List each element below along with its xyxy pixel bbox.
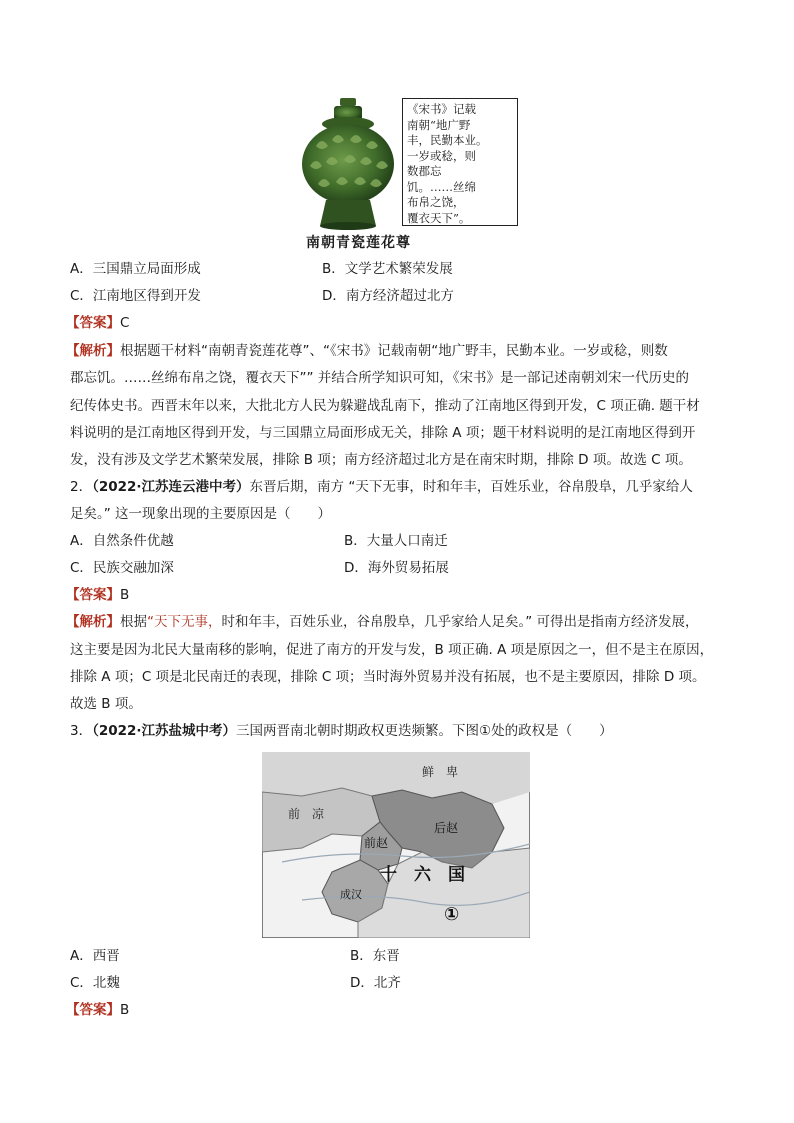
quote-line: 丰，民勤本业。	[407, 133, 488, 147]
answer-label: 【答案】	[66, 1002, 120, 1018]
sixteen-kingdoms-map	[262, 752, 530, 938]
quote-line: 饥。……丝绵	[407, 179, 476, 194]
quote-line: 覆衣天下”。	[407, 210, 471, 225]
quote-line: 《宋书》记载	[407, 102, 476, 116]
q2-answer	[66, 585, 129, 605]
quote-line: 一岁或稔，则	[407, 148, 476, 163]
analysis-text: 根据	[120, 614, 147, 630]
q3-option-a[interactable]: A．西晋	[70, 948, 120, 964]
question-stem: 三国两晋南北朝时期政权更迭频繁。下图①处的政权是（ ）	[236, 723, 613, 739]
map-label-shiliuguo: 十 六 国	[380, 865, 465, 885]
map-label-houzhao: 后赵	[434, 821, 459, 835]
analysis-text: 时和年丰，百姓乐业，谷帛殷阜，几乎家给人足矣。” 可得出是指南方经济发展，	[221, 614, 699, 630]
answer-label: 【答案】	[66, 587, 120, 603]
analysis-text: 根据题干材料“南朝青瓷莲花尊”、“《宋书》记载南朝“地广野丰，民勤本业。一岁或稔，则数	[120, 343, 668, 359]
question-source: （2022·江苏连云港中考）	[92, 479, 250, 495]
q1-option-c[interactable]: C．江南地区得到开发	[70, 288, 201, 304]
q3-answer	[66, 1000, 129, 1020]
song-shu-quote-box	[402, 98, 518, 226]
q1-analysis-line-2: 郡忘饥。……丝绵布帛之饶，覆衣天下”” 并结合所学知识可知，《宋书》是一部记述南朝刘宋一代历史的	[70, 370, 690, 386]
q2-option-b[interactable]: B．大量人口南迁	[344, 533, 448, 549]
figure-caption: 南朝青瓷莲花尊	[306, 235, 411, 251]
q3-option-c[interactable]: C．北魏	[70, 975, 120, 991]
quote-line: 数郡忘	[407, 164, 442, 178]
analysis-quote: “天下无事，	[147, 614, 222, 630]
q2-option-c[interactable]: C．民族交融加深	[70, 560, 174, 576]
map-marker-1: ①	[444, 904, 460, 925]
q1-analysis-line-4: 料说明的是江南地区得到开发，与三国鼎立局面形成无关，排除 A 项；题干材料说明的是江南地区得到开	[70, 425, 696, 441]
answer-value: C	[120, 315, 130, 331]
q1-option-b[interactable]: B．文学艺术繁荣发展	[322, 261, 453, 277]
q3-option-d[interactable]: D．北齐	[350, 975, 401, 991]
analysis-label: 【解析】	[66, 343, 120, 359]
answer-value: B	[120, 587, 130, 603]
quote-line: 南朝“地广野	[407, 117, 471, 132]
q2-analysis-line-4: 故选 B 项。	[70, 696, 142, 712]
q1-analysis-line-1	[66, 341, 668, 361]
question-number: 2．	[70, 479, 93, 495]
q1-analysis-line-5: 发，没有涉及文学艺术繁荣发展，排除 B 项；南方经济超过北方是在南宋时期，排除 D 项。故选 C 项。	[70, 452, 692, 468]
q2-analysis-line-2: 这主要是因为北民大量南移的影响，促进了南方的开发与发，B 项正确. A 项是原因之一，但不是主在原因，	[70, 642, 714, 658]
q1-option-d[interactable]: D．南方经济超过北方	[322, 288, 454, 304]
lotus-vase-image	[296, 96, 400, 230]
map-label-chenghan: 成汉	[340, 888, 362, 901]
q1-analysis-line-3: 纪传体史书。西晋末年以来，大批北方人民为躲避战乱南下，推动了江南地区得到开发，C 项正确. 题干材	[70, 398, 700, 414]
map-label-xianbei: 鲜 卑	[422, 765, 459, 779]
q1-option-a[interactable]: A．三国鼎立局面形成	[70, 261, 201, 277]
q3-stem	[70, 721, 613, 741]
answer-value: B	[120, 1002, 130, 1018]
quote-line: 布帛之饶，	[407, 195, 465, 209]
question-number: 3．	[70, 723, 93, 739]
question-stem: 东晋后期，南方 “天下无事，时和年丰，百姓乐业，谷帛殷阜，几乎家给人	[249, 479, 693, 495]
q3-option-b[interactable]: B．东晋	[350, 948, 400, 964]
q2-option-d[interactable]: D．海外贸易拓展	[344, 560, 449, 576]
q1-answer	[66, 313, 129, 333]
map-label-qianliang: 前 凉	[288, 807, 325, 821]
analysis-label: 【解析】	[66, 614, 120, 630]
q2-stem-line-2: 足矣。” 这一现象出现的主要原因是（ ）	[70, 506, 332, 522]
map-label-qianzhao: 前赵	[364, 836, 389, 850]
answer-label: 【答案】	[66, 315, 120, 331]
q2-option-a[interactable]: A．自然条件优越	[70, 533, 174, 549]
q2-stem-line-1	[70, 477, 693, 497]
q2-analysis-line-1	[66, 612, 699, 632]
question-source: （2022·江苏盐城中考）	[92, 723, 237, 739]
q2-analysis-line-3: 排除 A 项；C 项是北民南迁的表现，排除 C 项；当时海外贸易并没有拓展，也不是主要原因，排除 D 项。	[70, 669, 706, 685]
